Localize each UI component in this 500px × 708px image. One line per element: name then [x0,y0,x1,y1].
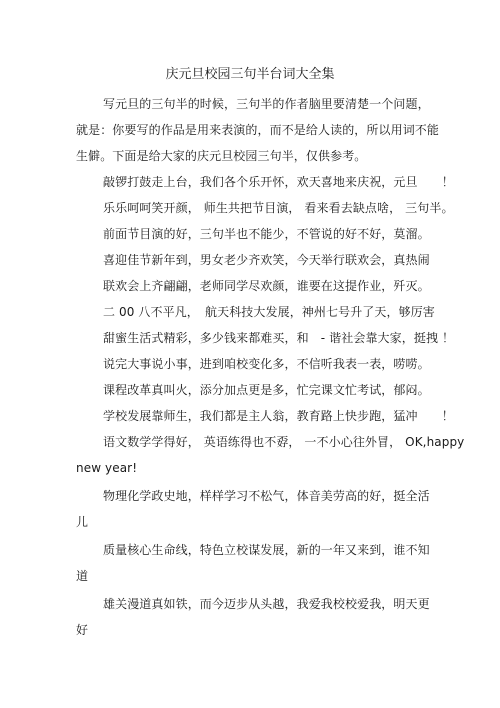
document-title: 庆元旦校园三句半台词大全集 [165,67,335,82]
verse-line: 联欢会上齐翩翩，老师同学尽欢颜，谁要在这提作业，歼灭。 [103,279,430,293]
verse-line-continuation: new year! [76,461,138,475]
intro-line-2: 就是：你要写的作品是用来表演的，而不是给人读的，所以用词不能 [76,123,440,137]
verse-line: 喜迎佳节新年到，男女老少齐欢笑，今天举行联欢会，真热闹 [103,253,430,267]
verse-line-continuation: 道 [76,569,89,583]
verse-line: 二 00 八不平凡， 航天科技大发展，神州七号升了天，够厉害 [103,305,435,319]
verse-line: 课程改革真叫火，添分加点更是多，忙完课文忙考试，郁闷。 [103,383,430,397]
verse-line: 学校发展靠师生，我们都是主人翁，教育路上快步跑，猛冲 ！ [103,409,454,423]
verse-line: 敲锣打鼓走上台，我们各个乐开怀，欢天喜地来庆祝，元旦 ！ [103,175,454,189]
intro-line-3: 生僻。下面是给大家的庆元旦校园三句半，仅供参考。 [76,149,367,163]
verse-line: 甜蜜生活式精彩，多少钱来都难买，和 - 谐社会靠大家，挺拽 ！ [103,331,455,345]
verse-line: 语文数学学得好， 英语练得也不孬， 一不小心往外冒， OK,happy [103,435,465,449]
verse-line-continuation: 儿 [76,515,89,529]
verse-line-continuation: 好 [76,623,89,637]
intro-line-1: 写元旦的三句半的时候，三句半的作者脑里要清楚一个问题， [103,97,430,111]
verse-line: 前面节目演的好，三句半也不能少，不管说的好不好，莫溜。 [103,227,430,241]
verse-line: 乐乐呵呵笑开颜， 师生共把节目演， 看来看去缺点啥， 三句半。 [103,201,454,215]
verse-line: 说完大事说小事，进到咱校变化多，不信听我表一表，唠唠。 [103,357,430,371]
verse-line: 质量核心生命线，特色立校谋发展，新的一年又来到，谁不知 [103,543,430,557]
verse-line: 物理化学政史地，样样学习不松气，体音美劳高的好，挺全活 [103,489,430,503]
verse-line: 雄关漫道真如铁，而今迈步从头越，我爱我校校爱我，明天更 [103,597,430,611]
